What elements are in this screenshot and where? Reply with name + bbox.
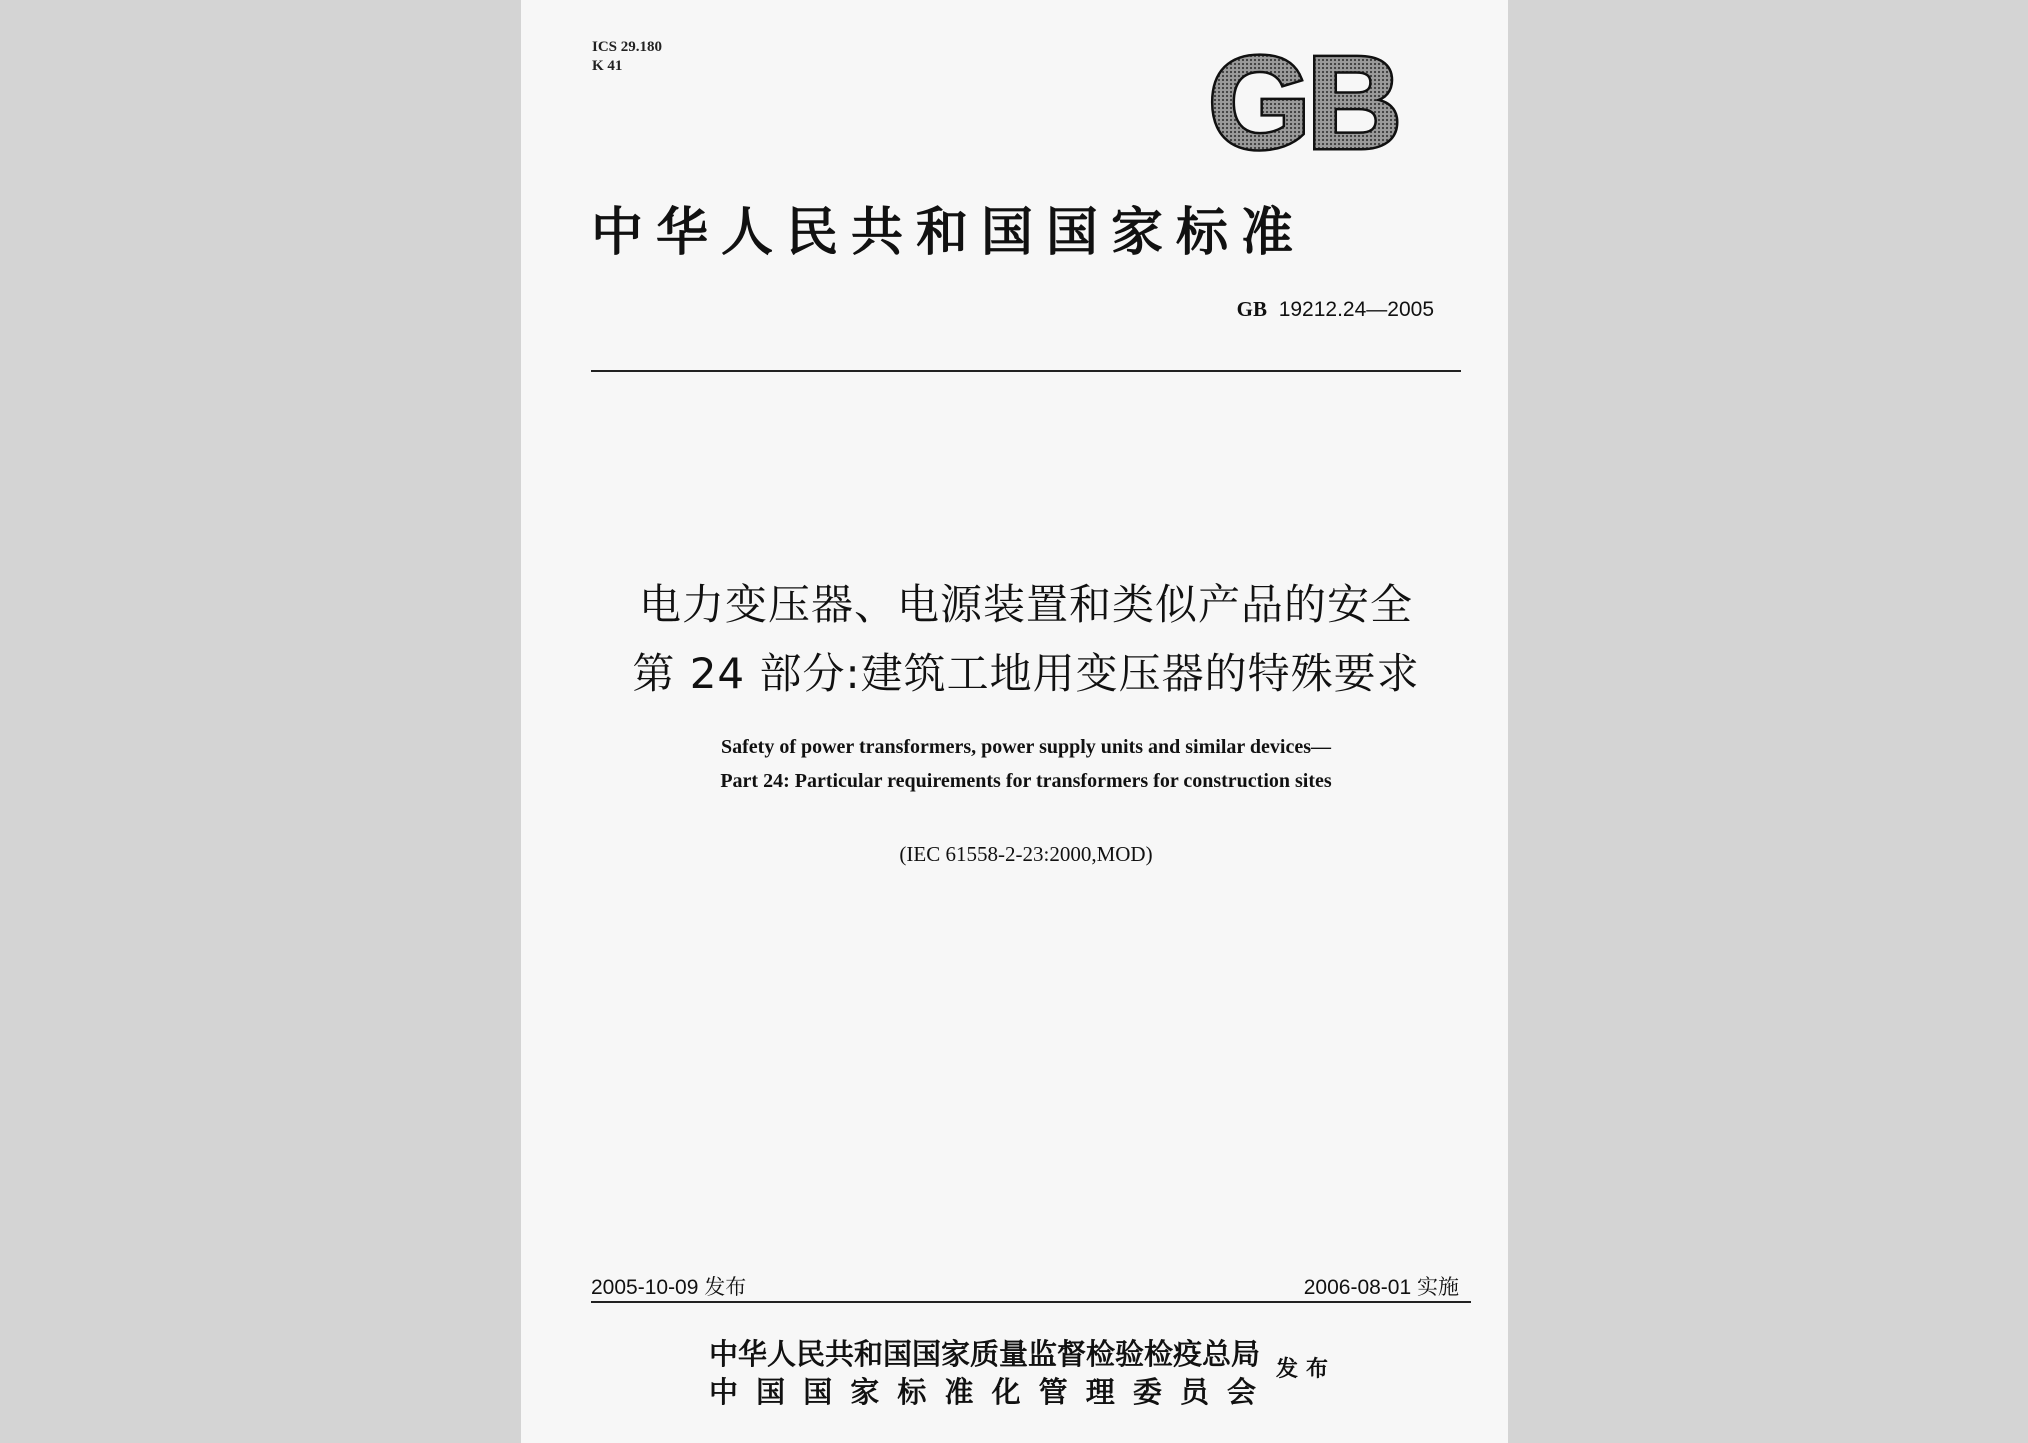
issuer-aqsiq: 中华人民共和国国家质量监督检验检疫总局 xyxy=(709,1337,1261,1371)
gb-logo xyxy=(1193,50,1413,160)
header-divider xyxy=(591,370,1461,372)
document-page xyxy=(521,0,1508,1443)
chinese-title-line2: 第 24 部分:建筑工地用变压器的特殊要求 xyxy=(632,649,1420,698)
classification-codes xyxy=(592,38,662,76)
english-title-line2: Part 24: Particular requirements for transformers for construction sites xyxy=(720,770,1332,792)
standard-code: 19212.24—2005 xyxy=(1278,298,1434,321)
chinese-title-line1: 电力变压器、电源装置和类似产品的安全 xyxy=(638,580,1413,629)
standard-prefix: GB xyxy=(1236,297,1268,321)
english-title-line1: Safety of power transformers, power supply units and similar devices— xyxy=(721,736,1331,758)
issuer-sac: 中 国 国 家 标 准 化 管 理 委 员 会 xyxy=(709,1375,1261,1409)
ics-code: ICS 29.180 xyxy=(592,39,663,55)
standard-type-title: 中华人民共和国国家标准 xyxy=(591,202,1307,263)
ccs-code: K 41 xyxy=(592,58,623,74)
footer-divider xyxy=(591,1301,1471,1303)
issue-date: 2005-10-09 发布 xyxy=(591,1276,747,1299)
adoption-reference: (IEC 61558-2-23:2000,MOD) xyxy=(899,842,1153,866)
gb-logo-text: GB xyxy=(1208,50,1398,160)
implementation-date: 2006-08-01 实施 xyxy=(1303,1276,1459,1299)
publish-label: 发布 xyxy=(1276,1356,1337,1382)
standard-number xyxy=(1237,297,1434,322)
